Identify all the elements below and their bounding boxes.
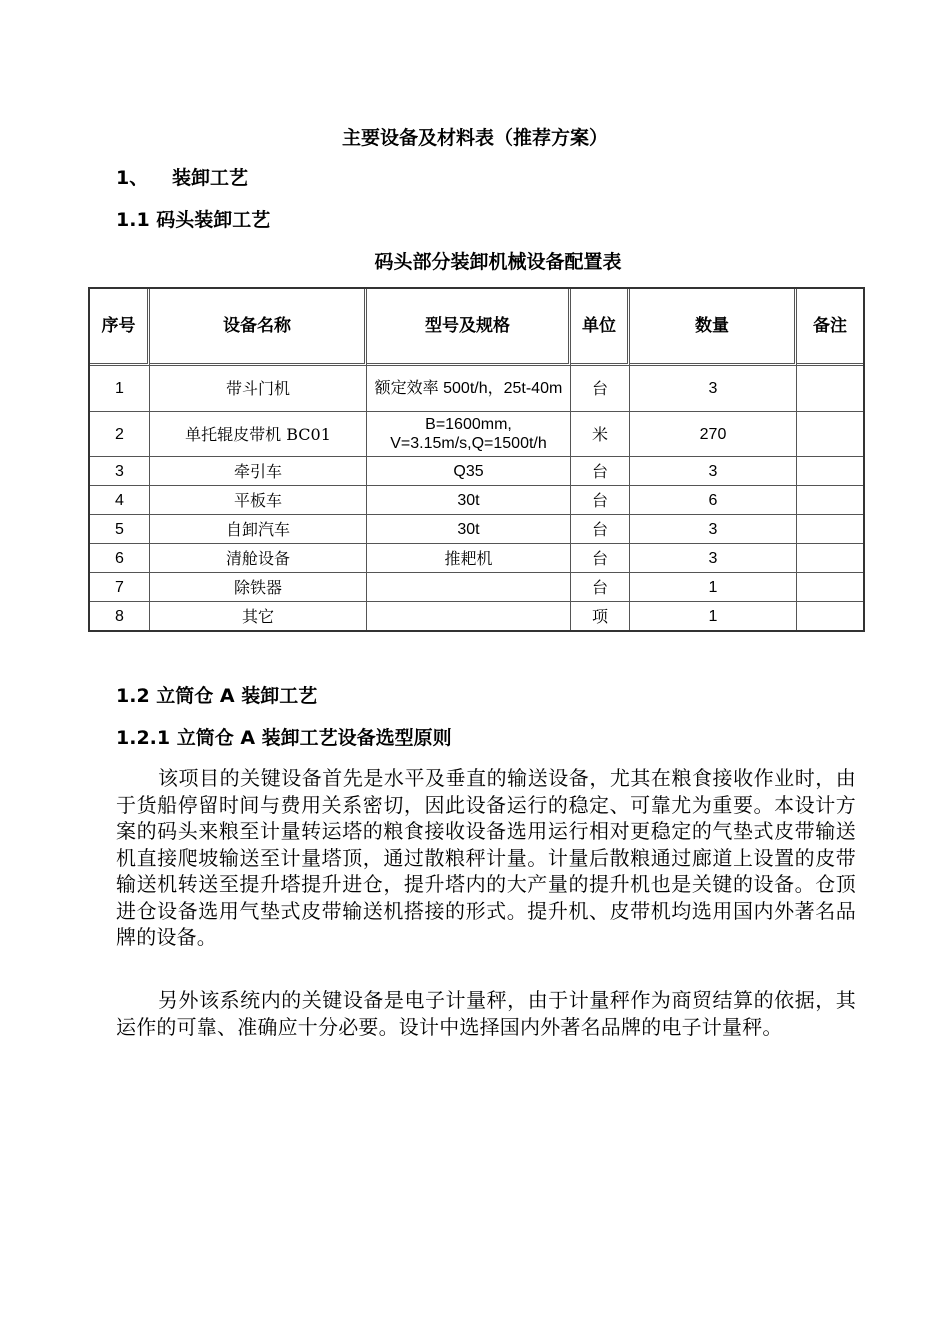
- header-cell: 型号及规格: [367, 289, 571, 366]
- cell-qty: 1: [630, 573, 797, 602]
- cell-no: 7: [90, 573, 150, 602]
- cell-unit: 项: [571, 602, 630, 630]
- section-number: 1、: [116, 167, 149, 189]
- cell-qty: 3: [630, 544, 797, 573]
- cell-note: [797, 412, 863, 457]
- cell-note: [797, 544, 863, 573]
- cell-name: 单托辊皮带机 BC01: [150, 412, 367, 457]
- cell-note: [797, 573, 863, 602]
- table-row: [90, 602, 863, 630]
- cell-no: 3: [90, 457, 150, 486]
- cell-qty: 3: [630, 515, 797, 544]
- header-cell: 设备名称: [150, 289, 367, 366]
- cell-name: 清舱设备: [150, 544, 367, 573]
- cell-no: 5: [90, 515, 150, 544]
- header-cell: 序号: [90, 289, 150, 366]
- cell-no: 1: [90, 366, 150, 412]
- cell-unit: 台: [571, 515, 630, 544]
- cell-unit: 台: [571, 486, 630, 515]
- cell-qty: 3: [630, 457, 797, 486]
- section-heading-1-2-1: 1.2.1 立筒仓 A 装卸工艺设备选型原则: [116, 727, 452, 749]
- cell-qty: 3: [630, 366, 797, 412]
- cell-unit: 台: [571, 544, 630, 573]
- section-heading-1-1: 1.1 码头装卸工艺: [116, 209, 271, 231]
- cell-unit: 台: [571, 457, 630, 486]
- equipment-table: [88, 287, 865, 632]
- cell-name: 平板车: [150, 486, 367, 515]
- cell-spec: 30t: [367, 515, 571, 544]
- body-paragraph: 该项目的关键设备首先是水平及垂直的输送设备，尤其在粮食接收作业时，由于货船停留时间与费用关系密切，因此设备运行的稳定、可靠尤为重要。本设计方案的码头来粮至计量转运塔的粮食接收设备选用运行相对更稳定的气垫式皮带输送机直接爬坡输送至计量塔顶，通过散粮秤计量。计量后散粮通过廊道上设置的皮带输送机转送至提升塔提升进仓，提升塔内的大产量的提升机也是关键的设备。仓顶进仓设备选用气垫式皮带输送机搭接的形式。提升机、皮带机均选用国内外著名品牌的设备。: [116, 766, 856, 949]
- section-heading-1: [116, 164, 248, 192]
- cell-no: 6: [90, 544, 150, 573]
- cell-spec: 额定效率 500t/h，25t-40m: [367, 366, 571, 412]
- cell-name: 带斗门机: [150, 366, 367, 412]
- table-caption: 码头部分装卸机械设备配置表: [374, 251, 622, 273]
- cell-note: [797, 486, 863, 515]
- cell-name: 自卸汽车: [150, 515, 367, 544]
- cell-spec: [367, 573, 571, 602]
- table-header-row: [90, 289, 863, 366]
- table-row: [90, 544, 863, 573]
- header-cell: 单位: [571, 289, 630, 366]
- section-label: 装卸工艺: [172, 167, 249, 189]
- cell-spec: Q35: [367, 457, 571, 486]
- body-paragraph: 另外该系统内的关键设备是电子计量秤，由于计量秤作为商贸结算的依据，其运作的可靠、准确应十分必要。设计中选择国内外著名品牌的电子计量秤。: [116, 988, 856, 1039]
- cell-qty: 270: [630, 412, 797, 457]
- table-row: [90, 573, 863, 602]
- cell-spec: 推耙机: [367, 544, 571, 573]
- cell-no: 8: [90, 602, 150, 630]
- cell-name: 其它: [150, 602, 367, 630]
- cell-note: [797, 515, 863, 544]
- table-row: [90, 457, 863, 486]
- cell-unit: 台: [571, 573, 630, 602]
- cell-note: [797, 366, 863, 412]
- cell-no: 2: [90, 412, 150, 457]
- document-title: 主要设备及材料表（推荐方案）: [341, 127, 608, 149]
- cell-note: [797, 602, 863, 630]
- table-row: [90, 486, 863, 515]
- cell-spec: B=1600mm, V=3.15m/s,Q=1500t/h: [367, 412, 571, 457]
- table-row: [90, 515, 863, 544]
- cell-note: [797, 457, 863, 486]
- header-cell: 数量: [630, 289, 797, 366]
- table-row: [90, 412, 863, 457]
- cell-qty: 6: [630, 486, 797, 515]
- cell-name: 除铁器: [150, 573, 367, 602]
- header-cell: 备注: [797, 289, 863, 366]
- table-row: [90, 366, 863, 412]
- cell-spec: 30t: [367, 486, 571, 515]
- cell-unit: 台: [571, 366, 630, 412]
- cell-unit: 米: [571, 412, 630, 457]
- cell-qty: 1: [630, 602, 797, 630]
- cell-spec: [367, 602, 571, 630]
- section-heading-1-2: 1.2 立筒仓 A 装卸工艺: [116, 685, 318, 707]
- cell-no: 4: [90, 486, 150, 515]
- cell-name: 牵引车: [150, 457, 367, 486]
